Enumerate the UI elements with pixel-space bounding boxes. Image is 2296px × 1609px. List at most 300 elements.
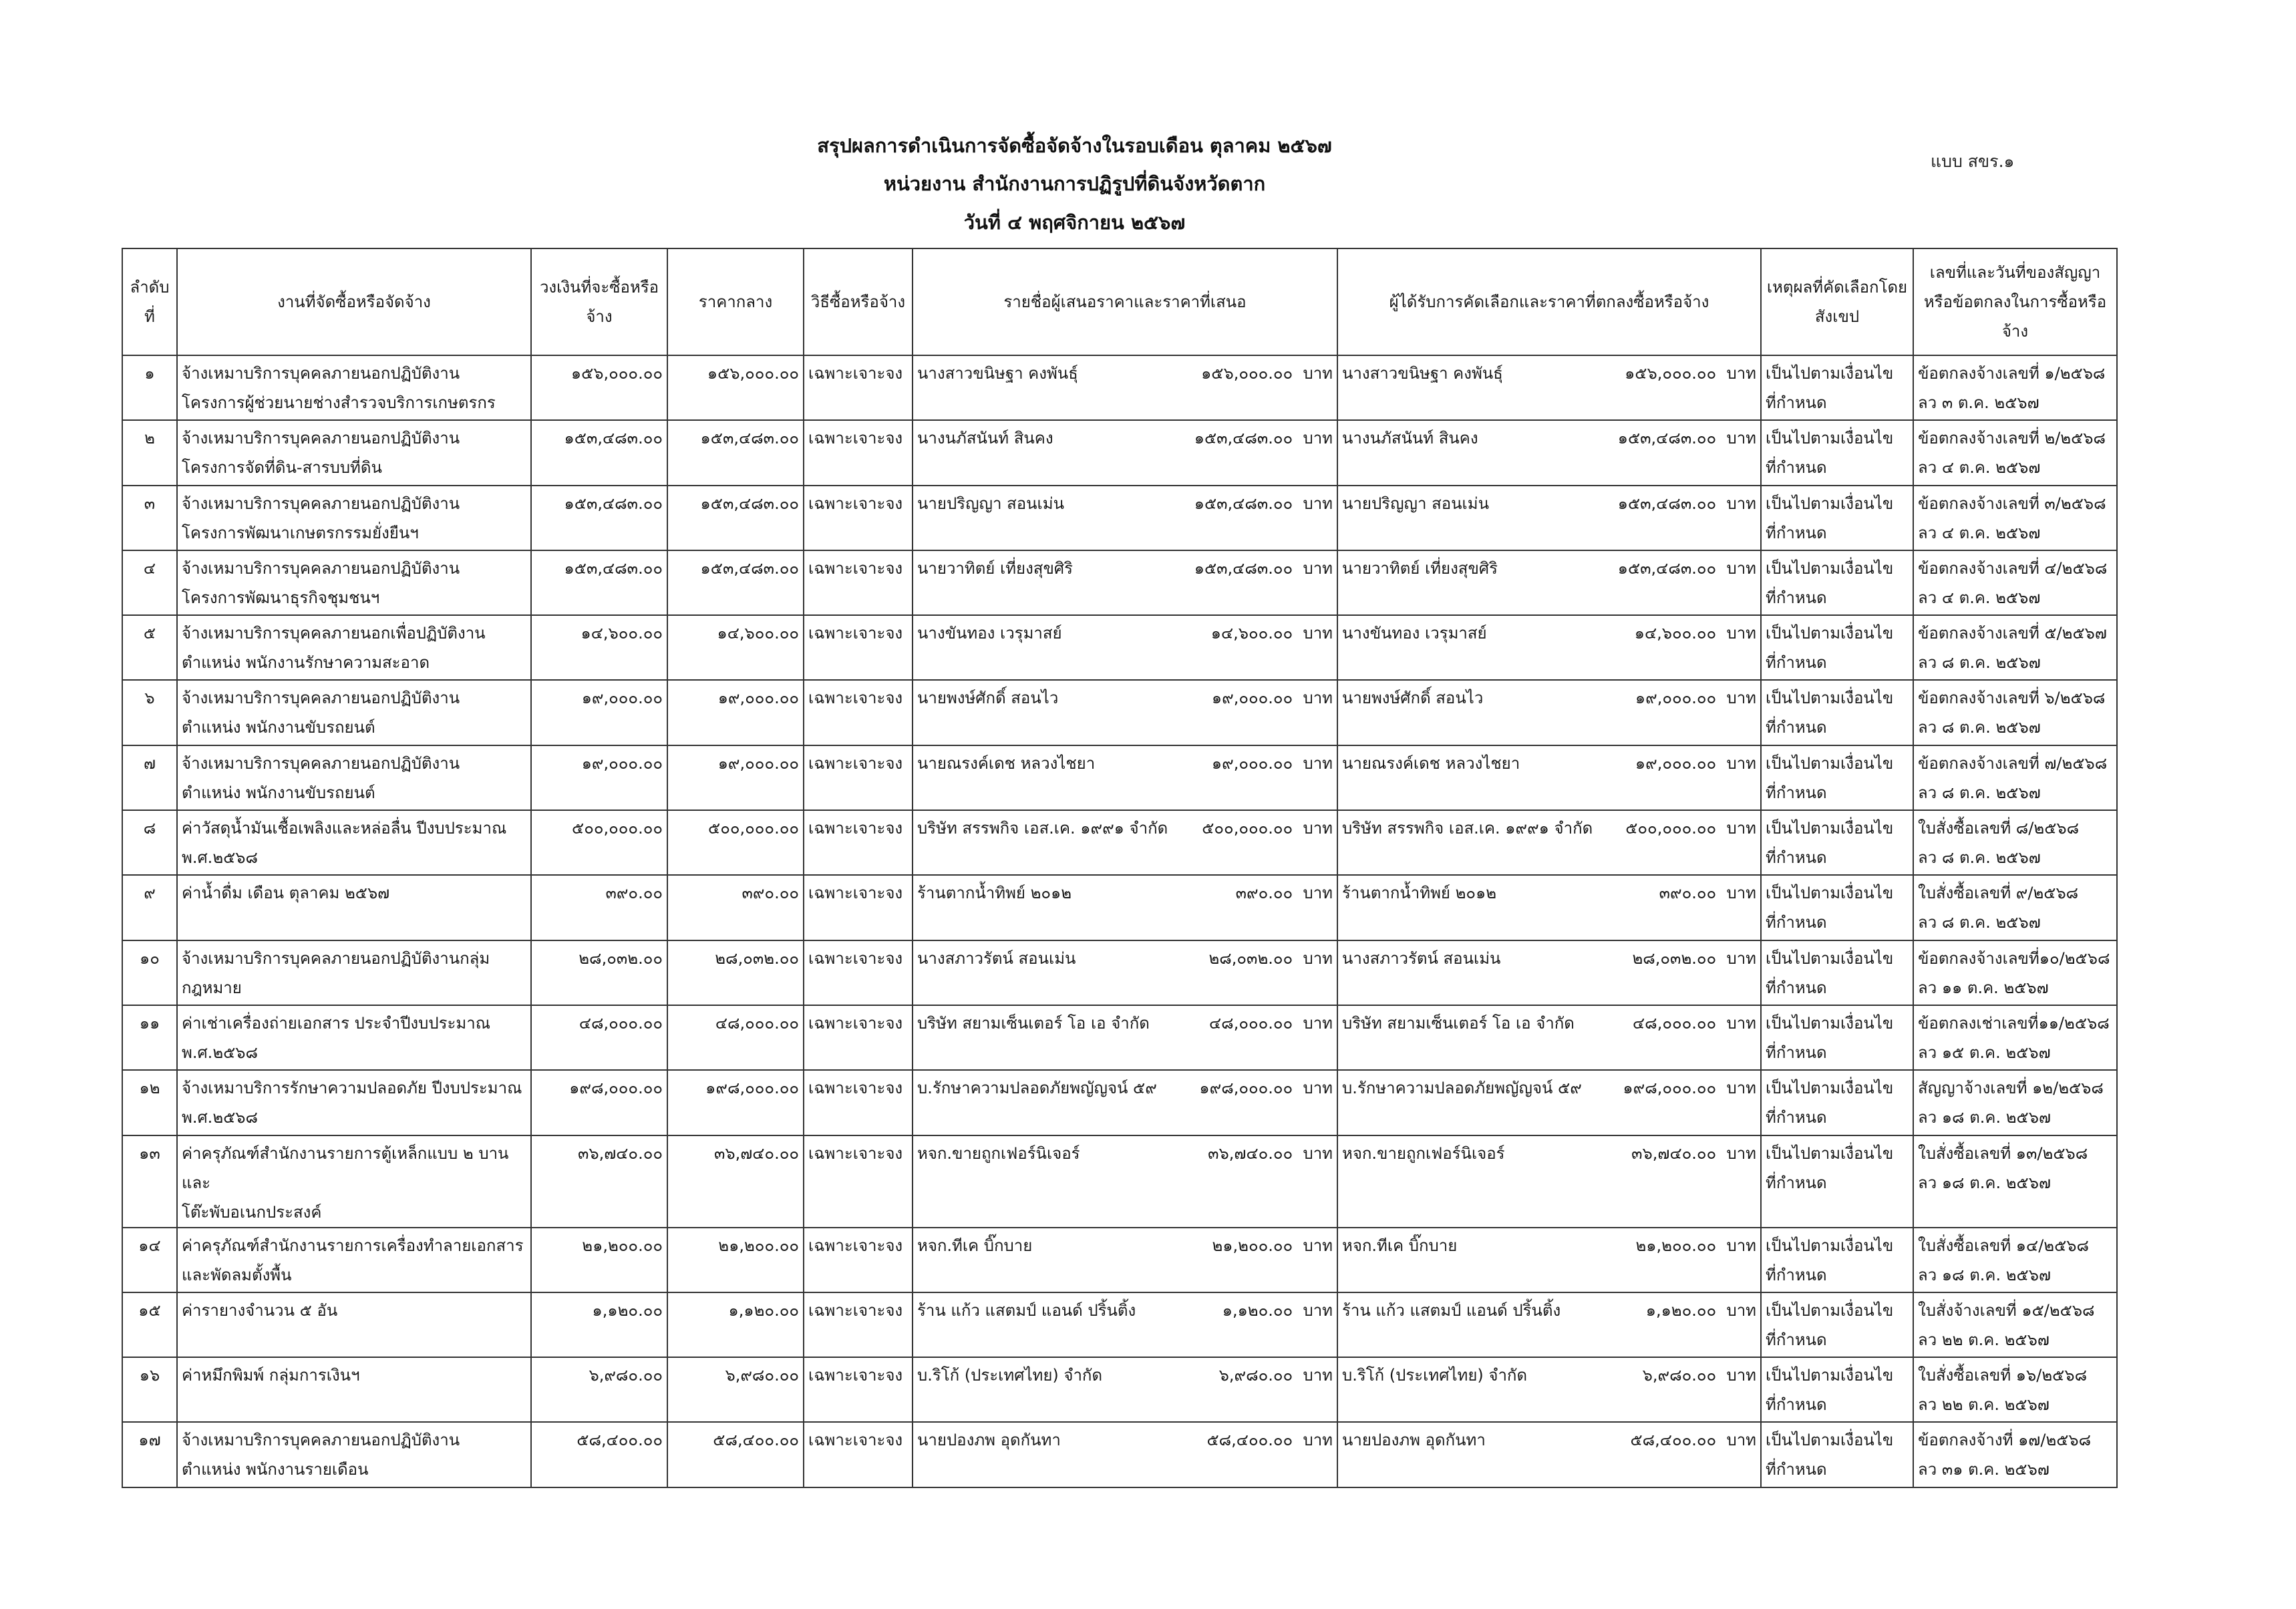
contract-line-2: ลว ๑๘ ต.ค. ๒๕๖๗ bbox=[1918, 1265, 2051, 1284]
bidder-cell bbox=[913, 615, 1337, 680]
reason-cell bbox=[1761, 550, 1913, 615]
reason-line-2: ที่กำหนด bbox=[1766, 1043, 1827, 1062]
bid-price: ๔๘,๐๐๐.๐๐ bbox=[1209, 1013, 1293, 1033]
currency-unit: บาท bbox=[1303, 1431, 1333, 1450]
winner-name: ร้านตากน้ำทิพย์ ๒๐๑๒ bbox=[1342, 884, 1497, 903]
reason-cell bbox=[1761, 1135, 1913, 1228]
item-line-2: โครงการผู้ช่วยนายช่างสำรวจบริการเกษตรกร bbox=[182, 393, 496, 412]
reason-line-1: เป็นไปตามเงื่อนไข bbox=[1766, 1143, 1894, 1163]
item-cell bbox=[177, 486, 531, 550]
item-line-1: ค่าน้ำดื่ม เดือน ตุลาคม ๒๕๖๗ bbox=[182, 884, 390, 903]
procurement-method: เฉพาะเจาะจง bbox=[804, 1357, 913, 1422]
bidder-cell bbox=[913, 420, 1337, 485]
winner-name: นายพงษ์ศักดิ์ สอนไว bbox=[1342, 689, 1484, 708]
reason-line-1: เป็นไปตามเงื่อนไข bbox=[1766, 948, 1894, 968]
item-line-2: และพัดลมตั้งพื้น bbox=[182, 1265, 292, 1284]
table-row bbox=[122, 420, 2117, 485]
bid-price: ๖,๙๘๐.๐๐ bbox=[1218, 1366, 1293, 1385]
item-cell bbox=[177, 1228, 531, 1292]
col-header-reason: เหตุผลที่คัดเลือกโดยสังเขป bbox=[1761, 248, 1913, 355]
col-header-item: งานที่จัดซื้อหรือจัดจ้าง bbox=[177, 248, 531, 355]
reason-cell bbox=[1761, 1228, 1913, 1292]
bidder-cell bbox=[913, 1422, 1337, 1487]
item-line-1: จ้างเหมาบริการบุคคลภายนอกปฏิบัติงาน bbox=[182, 558, 460, 578]
median-price-value: ๑๕๓,๔๘๓.๐๐ bbox=[667, 550, 804, 615]
contract-line-1: ข้อตกลงจ้างเลขที่ ๓/๒๕๖๘ bbox=[1918, 494, 2106, 513]
bidder-name: บ.ริโก้ (ประเทศไทย) จำกัด bbox=[917, 1366, 1103, 1385]
agreed-price: ๑,๑๒๐.๐๐ bbox=[1645, 1300, 1717, 1320]
winner-cell bbox=[1337, 1422, 1761, 1487]
winner-cell bbox=[1337, 355, 1761, 420]
currency-unit: บาท bbox=[1726, 753, 1756, 773]
bidder-name: บริษัท สรรพกิจ เอส.เค. ๑๙๙๑ จำกัด bbox=[917, 819, 1168, 838]
winner-cell bbox=[1337, 1070, 1761, 1135]
row-number: ๑๖ bbox=[122, 1357, 177, 1422]
currency-unit: บาท bbox=[1303, 948, 1333, 968]
reason-line-2: ที่กำหนด bbox=[1766, 913, 1827, 932]
bidder-name: นายณรงค์เดช หลวงไชยา bbox=[917, 753, 1096, 773]
budget-value: ๑,๑๒๐.๐๐ bbox=[531, 1292, 667, 1357]
item-line-2: กฎหมาย bbox=[182, 978, 242, 997]
currency-unit: บาท bbox=[1303, 1013, 1333, 1033]
reason-line-2: ที่กำหนด bbox=[1766, 393, 1827, 412]
contract-line-2: ลว ๒๒ ต.ค. ๒๕๖๗ bbox=[1918, 1395, 2049, 1415]
procurement-method: เฉพาะเจาะจง bbox=[804, 355, 913, 420]
row-number: ๑๒ bbox=[122, 1070, 177, 1135]
reason-cell bbox=[1761, 1292, 1913, 1357]
item-line-1: จ้างเหมาบริการบุคคลภายนอกปฏิบัติงาน bbox=[182, 689, 460, 708]
agreed-price: ๓๖,๗๔๐.๐๐ bbox=[1631, 1143, 1717, 1163]
item-cell bbox=[177, 1292, 531, 1357]
table-row bbox=[122, 1135, 2117, 1228]
median-price-value: ๒๘,๐๓๒.๐๐ bbox=[667, 940, 804, 1005]
bid-price: ๑๙,๐๐๐.๐๐ bbox=[1211, 689, 1293, 708]
reason-line-2: ที่กำหนด bbox=[1766, 978, 1827, 997]
col-header-bidders: รายชื่อผู้เสนอราคาและราคาที่เสนอ bbox=[913, 248, 1337, 355]
row-number: ๓ bbox=[122, 486, 177, 550]
procurement-method: เฉพาะเจาะจง bbox=[804, 1135, 913, 1228]
table-row bbox=[122, 1292, 2117, 1357]
item-line-1: จ้างเหมาบริการบุคคลภายนอกปฏิบัติงาน bbox=[182, 364, 460, 383]
currency-unit: บาท bbox=[1726, 689, 1756, 708]
item-cell bbox=[177, 1070, 531, 1135]
bid-price: ๑๔,๖๐๐.๐๐ bbox=[1210, 624, 1293, 643]
col-header-median: ราคากลาง bbox=[667, 248, 804, 355]
item-line-1: ค่าเช่าเครื่องถ่ายเอกสาร ประจำปีงบประมาณ bbox=[182, 1013, 490, 1033]
reason-line-1: เป็นไปตามเงื่อนไข bbox=[1766, 1300, 1894, 1320]
contract-cell bbox=[1913, 810, 2117, 875]
contract-line-1: ข้อตกลงเช่าเลขที่๑๑/๒๕๖๘ bbox=[1918, 1013, 2110, 1033]
reason-line-1: เป็นไปตามเงื่อนไข bbox=[1766, 819, 1894, 838]
procurement-method: เฉพาะเจาะจง bbox=[804, 680, 913, 745]
agreed-price: ๖,๙๘๐.๐๐ bbox=[1642, 1366, 1717, 1385]
contract-line-1: ข้อตกลงจ้างเลขที่ ๕/๒๕๖๗ bbox=[1918, 624, 2107, 643]
reason-line-2: ที่กำหนด bbox=[1766, 1265, 1827, 1284]
row-number: ๑๗ bbox=[122, 1422, 177, 1487]
median-price-value: ๕๐๐,๐๐๐.๐๐ bbox=[667, 810, 804, 875]
winner-name: บริษัท สรรพกิจ เอส.เค. ๑๙๙๑ จำกัด bbox=[1342, 819, 1593, 838]
contract-line-2: ลว ๑๘ ต.ค. ๒๕๖๗ bbox=[1918, 1173, 2051, 1192]
item-cell bbox=[177, 1135, 531, 1228]
bidder-cell bbox=[913, 1135, 1337, 1228]
contract-cell bbox=[1913, 940, 2117, 1005]
agreed-price: ๑๕๓,๔๘๓.๐๐ bbox=[1617, 494, 1717, 513]
bid-price: ๒๑,๒๐๐.๐๐ bbox=[1212, 1236, 1293, 1255]
currency-unit: บาท bbox=[1303, 624, 1333, 643]
bidder-name: นายปริญญา สอนเม่น bbox=[917, 494, 1064, 513]
table-row bbox=[122, 940, 2117, 1005]
agreed-price: ๑๕๓,๔๘๓.๐๐ bbox=[1617, 429, 1717, 448]
item-cell bbox=[177, 1422, 531, 1487]
bid-price: ๑๕๖,๐๐๐.๐๐ bbox=[1201, 364, 1293, 383]
winner-name: หจก.ทีเค บิ๊กบาย bbox=[1342, 1236, 1458, 1255]
item-cell bbox=[177, 940, 531, 1005]
winner-name: นางสาวขนิษฐา คงพันธุ์ bbox=[1342, 364, 1503, 383]
item-line-1: จ้างเหมาบริการบุคคลภายนอกปฏิบัติงาน bbox=[182, 429, 460, 448]
table-row bbox=[122, 810, 2117, 875]
contract-cell bbox=[1913, 486, 2117, 550]
reason-line-1: เป็นไปตามเงื่อนไข bbox=[1766, 364, 1894, 383]
item-line-2: โครงการพัฒนาเกษตรกรรมยั่งยืนฯ bbox=[182, 523, 419, 542]
reason-line-1: เป็นไปตามเงื่อนไข bbox=[1766, 884, 1894, 903]
contract-cell bbox=[1913, 1228, 2117, 1292]
item-line-2: โต๊ะพับอเนกประสงค์ bbox=[182, 1202, 322, 1222]
contract-line-2: ลว ๘ ต.ค. ๒๕๖๗ bbox=[1918, 653, 2041, 673]
reason-line-2: ที่กำหนด bbox=[1766, 523, 1827, 542]
item-line-2: ตำแหน่ง พนักงานรักษาความสะอาด bbox=[182, 653, 430, 673]
contract-line-2: ลว ๔ ต.ค. ๒๕๖๗ bbox=[1918, 458, 2041, 478]
currency-unit: บาท bbox=[1303, 429, 1333, 448]
agreed-price: ๑๔,๖๐๐.๐๐ bbox=[1634, 624, 1717, 643]
col-header-winner: ผู้ได้รับการคัดเลือกและราคาที่ตกลงซื้อหรือจ้าง bbox=[1337, 248, 1761, 355]
contract-line-1: ใบสั่งซื้อเลขที่ ๘/๒๕๖๘ bbox=[1918, 819, 2080, 838]
bid-price: ๑๕๓,๔๘๓.๐๐ bbox=[1194, 558, 1293, 578]
winner-cell bbox=[1337, 615, 1761, 680]
reason-cell bbox=[1761, 680, 1913, 745]
reason-line-2: ที่กำหนด bbox=[1766, 848, 1827, 868]
bidder-name: นายปองภพ อุดกันทา bbox=[917, 1431, 1061, 1450]
col-header-method: วิธีซื้อหรือจ้าง bbox=[804, 248, 913, 355]
winner-cell bbox=[1337, 1005, 1761, 1070]
agreed-price: ๑๙,๐๐๐.๐๐ bbox=[1635, 689, 1717, 708]
agency-name: หน่วยงาน สำนักงานการปฏิรูปที่ดินจังหวัดตาก bbox=[883, 172, 1266, 195]
winner-name: บ.ริโก้ (ประเทศไทย) จำกัด bbox=[1342, 1366, 1528, 1385]
bid-price: ๑๕๓,๔๘๓.๐๐ bbox=[1194, 494, 1293, 513]
bid-price: ๓๙๐.๐๐ bbox=[1235, 884, 1293, 903]
procurement-method: เฉพาะเจาะจง bbox=[804, 1228, 913, 1292]
contract-cell bbox=[1913, 1292, 2117, 1357]
winner-cell bbox=[1337, 680, 1761, 745]
median-price-value: ๑๕๓,๔๘๓.๐๐ bbox=[667, 420, 804, 485]
budget-value: ๕๘,๔๐๐.๐๐ bbox=[531, 1422, 667, 1487]
contract-cell bbox=[1913, 420, 2117, 485]
budget-value: ๕๐๐,๐๐๐.๐๐ bbox=[531, 810, 667, 875]
procurement-method: เฉพาะเจาะจง bbox=[804, 1422, 913, 1487]
winner-name: นายณรงค์เดช หลวงไชยา bbox=[1342, 753, 1520, 773]
winner-cell bbox=[1337, 1357, 1761, 1422]
reason-line-1: เป็นไปตามเงื่อนไข bbox=[1766, 753, 1894, 773]
reason-line-2: ที่กำหนด bbox=[1766, 1460, 1827, 1479]
currency-unit: บาท bbox=[1303, 884, 1333, 903]
item-cell bbox=[177, 680, 531, 745]
bidder-name: หจก.ขายถูกเฟอร์นิเจอร์ bbox=[917, 1143, 1080, 1163]
currency-unit: บาท bbox=[1726, 1366, 1756, 1385]
currency-unit: บาท bbox=[1303, 1300, 1333, 1320]
form-code: แบบ สขร.๑ bbox=[1931, 152, 2015, 171]
median-price-value: ๒๑,๒๐๐.๐๐ bbox=[667, 1228, 804, 1292]
median-price-value: ๓๙๐.๐๐ bbox=[667, 875, 804, 940]
item-line-2: โครงการจัดที่ดิน-สารบบที่ดิน bbox=[182, 458, 382, 478]
contract-cell bbox=[1913, 550, 2117, 615]
contract-line-2: ลว ๓ ต.ค. ๒๕๖๗ bbox=[1918, 393, 2039, 412]
contract-cell bbox=[1913, 1070, 2117, 1135]
currency-unit: บาท bbox=[1726, 1236, 1756, 1255]
winner-cell bbox=[1337, 486, 1761, 550]
procurement-table bbox=[122, 248, 2118, 1488]
contract-cell bbox=[1913, 1135, 2117, 1228]
contract-line-2: ลว ๑๕ ต.ค. ๒๕๖๗ bbox=[1918, 1043, 2051, 1062]
winner-cell bbox=[1337, 550, 1761, 615]
reason-line-1: เป็นไปตามเงื่อนไข bbox=[1766, 1366, 1894, 1385]
reason-cell bbox=[1761, 615, 1913, 680]
median-price-value: ๑๔,๖๐๐.๐๐ bbox=[667, 615, 804, 680]
winner-cell bbox=[1337, 745, 1761, 810]
currency-unit: บาท bbox=[1303, 1236, 1333, 1255]
winner-cell bbox=[1337, 1135, 1761, 1228]
contract-line-1: ใบสั่งซื้อเลขที่ ๑๔/๒๕๖๘ bbox=[1918, 1236, 2090, 1255]
currency-unit: บาท bbox=[1303, 753, 1333, 773]
bid-price: ๕๐๐,๐๐๐.๐๐ bbox=[1202, 819, 1293, 838]
currency-unit: บาท bbox=[1726, 494, 1756, 513]
table-row bbox=[122, 486, 2117, 550]
reason-line-1: เป็นไปตามเงื่อนไข bbox=[1766, 429, 1894, 448]
contract-cell bbox=[1913, 1422, 2117, 1487]
currency-unit: บาท bbox=[1726, 1143, 1756, 1163]
currency-unit: บาท bbox=[1726, 1300, 1756, 1320]
procurement-method: เฉพาะเจาะจง bbox=[804, 1005, 913, 1070]
reason-cell bbox=[1761, 745, 1913, 810]
median-price-value: ๑๙,๐๐๐.๐๐ bbox=[667, 680, 804, 745]
budget-value: ๑๔,๖๐๐.๐๐ bbox=[531, 615, 667, 680]
median-price-value: ๑๙,๐๐๐.๐๐ bbox=[667, 745, 804, 810]
winner-cell bbox=[1337, 810, 1761, 875]
col-header-contract: เลขที่และวันที่ของสัญญาหรือข้อตกลงในการซื้อหรือจ้าง bbox=[1913, 248, 2117, 355]
table-row bbox=[122, 1422, 2117, 1487]
row-number: ๗ bbox=[122, 745, 177, 810]
contract-line-1: ข้อตกลงจ้างเลขที่ ๖/๒๕๖๘ bbox=[1918, 689, 2106, 708]
row-number: ๑๕ bbox=[122, 1292, 177, 1357]
table-row bbox=[122, 615, 2117, 680]
currency-unit: บาท bbox=[1303, 819, 1333, 838]
winner-name: นางขันทอง เวรุมาสย์ bbox=[1342, 624, 1487, 643]
agreed-price: ๑๙๘,๐๐๐.๐๐ bbox=[1623, 1079, 1717, 1098]
table-row bbox=[122, 550, 2117, 615]
reason-line-2: ที่กำหนด bbox=[1766, 653, 1827, 673]
table-row bbox=[122, 355, 2117, 420]
currency-unit: บาท bbox=[1303, 1143, 1333, 1163]
item-cell bbox=[177, 615, 531, 680]
reason-line-1: เป็นไปตามเงื่อนไข bbox=[1766, 494, 1894, 513]
item-cell bbox=[177, 745, 531, 810]
median-price-value: ๑,๑๒๐.๐๐ bbox=[667, 1292, 804, 1357]
bidder-name: ร้าน แก้ว แสตมป์ แอนด์ ปริ้นติ้ง bbox=[917, 1300, 1136, 1320]
budget-value: ๓๖,๗๔๐.๐๐ bbox=[531, 1135, 667, 1228]
agreed-price: ๔๘,๐๐๐.๐๐ bbox=[1633, 1013, 1717, 1033]
reason-line-2: ที่กำหนด bbox=[1766, 1108, 1827, 1127]
reason-cell bbox=[1761, 1070, 1913, 1135]
agreed-price: ๕๐๐,๐๐๐.๐๐ bbox=[1625, 819, 1717, 838]
bidder-cell bbox=[913, 940, 1337, 1005]
bid-price: ๑๙,๐๐๐.๐๐ bbox=[1211, 753, 1293, 773]
winner-name: บริษัท สยามเซ็นเตอร์ โอ เอ จำกัด bbox=[1342, 1013, 1575, 1033]
bidder-cell bbox=[913, 745, 1337, 810]
contract-line-2: ลว ๑๘ ต.ค. ๒๕๖๗ bbox=[1918, 1108, 2051, 1127]
budget-value: ๔๘,๐๐๐.๐๐ bbox=[531, 1005, 667, 1070]
reason-cell bbox=[1761, 1005, 1913, 1070]
reason-cell bbox=[1761, 355, 1913, 420]
reason-line-2: ที่กำหนด bbox=[1766, 1395, 1827, 1415]
contract-cell bbox=[1913, 1357, 2117, 1422]
bidder-name: นายวาทิตย์ เที่ยงสุขศิริ bbox=[917, 558, 1073, 578]
item-line-2: ตำแหน่ง พนักงานขับรถยนต์ bbox=[182, 783, 375, 802]
bidder-cell bbox=[913, 1005, 1337, 1070]
winner-cell bbox=[1337, 1292, 1761, 1357]
reason-cell bbox=[1761, 486, 1913, 550]
item-cell bbox=[177, 420, 531, 485]
contract-cell bbox=[1913, 615, 2117, 680]
reason-line-2: ที่กำหนด bbox=[1766, 1330, 1827, 1349]
item-cell bbox=[177, 1357, 531, 1422]
bidder-name: นางสาวขนิษฐา คงพันธุ์ bbox=[917, 364, 1078, 383]
budget-value: ๑๕๓,๔๘๓.๐๐ bbox=[531, 420, 667, 485]
currency-unit: บาท bbox=[1303, 1079, 1333, 1098]
currency-unit: บาท bbox=[1303, 364, 1333, 383]
item-line-2: ตำแหน่ง พนักงานรายเดือน bbox=[182, 1460, 369, 1479]
item-line-1: ค่าครุภัณฑ์สำนักงานรายการตู้เหล็กแบบ ๒ บานและ bbox=[182, 1143, 509, 1192]
reason-cell bbox=[1761, 940, 1913, 1005]
budget-value: ๓๙๐.๐๐ bbox=[531, 875, 667, 940]
item-cell bbox=[177, 550, 531, 615]
bidder-name: นางสภาวรัตน์ สอนเม่น bbox=[917, 948, 1076, 968]
contract-cell bbox=[1913, 1005, 2117, 1070]
item-line-1: ค่าหมึกพิมพ์ กลุ่มการเงินฯ bbox=[182, 1366, 360, 1385]
currency-unit: บาท bbox=[1303, 689, 1333, 708]
winner-name: นางสภาวรัตน์ สอนเม่น bbox=[1342, 948, 1501, 968]
bidder-cell bbox=[913, 1357, 1337, 1422]
agreed-price: ๑๙,๐๐๐.๐๐ bbox=[1635, 753, 1717, 773]
bidder-name: บริษัท สยามเซ็นเตอร์ โอ เอ จำกัด bbox=[917, 1013, 1150, 1033]
contract-cell bbox=[1913, 875, 2117, 940]
currency-unit: บาท bbox=[1726, 1013, 1756, 1033]
row-number: ๕ bbox=[122, 615, 177, 680]
document-title: สรุปผลการดำเนินการจัดซื้อจัดจ้างในรอบเดือน ตุลาคม ๒๕๖๗ bbox=[817, 134, 1332, 157]
contract-cell bbox=[1913, 680, 2117, 745]
contract-line-1: ข้อตกลงจ้างเลขที่ ๒/๒๕๖๘ bbox=[1918, 429, 2106, 448]
contract-line-2: ลว ๔ ต.ค. ๒๕๖๗ bbox=[1918, 588, 2041, 607]
agreed-price: ๓๙๐.๐๐ bbox=[1659, 884, 1717, 903]
bid-price: ๓๖,๗๔๐.๐๐ bbox=[1208, 1143, 1293, 1163]
procurement-method: เฉพาะเจาะจง bbox=[804, 486, 913, 550]
row-number: ๖ bbox=[122, 680, 177, 745]
item-line-2: พ.ศ.๒๕๖๘ bbox=[182, 1108, 259, 1127]
agreed-price: ๒๑,๒๐๐.๐๐ bbox=[1635, 1236, 1717, 1255]
currency-unit: บาท bbox=[1303, 494, 1333, 513]
budget-value: ๑๕๓,๔๘๓.๐๐ bbox=[531, 486, 667, 550]
budget-value: ๒๘,๐๓๒.๐๐ bbox=[531, 940, 667, 1005]
bidder-name: นางนภัสนันท์ สินคง bbox=[917, 429, 1053, 448]
bidder-cell bbox=[913, 875, 1337, 940]
median-price-value: ๔๘,๐๐๐.๐๐ bbox=[667, 1005, 804, 1070]
contract-line-2: ลว ๒๒ ต.ค. ๒๕๖๗ bbox=[1918, 1330, 2049, 1349]
procurement-method: เฉพาะเจาะจง bbox=[804, 810, 913, 875]
median-price-value: ๕๘,๔๐๐.๐๐ bbox=[667, 1422, 804, 1487]
contract-line-2: ลว ๓๑ ต.ค. ๒๕๖๗ bbox=[1918, 1460, 2049, 1479]
winner-cell bbox=[1337, 420, 1761, 485]
bidder-cell bbox=[913, 486, 1337, 550]
winner-cell bbox=[1337, 1228, 1761, 1292]
agreed-price: ๑๕๖,๐๐๐.๐๐ bbox=[1625, 364, 1717, 383]
agreed-price: ๕๘,๔๐๐.๐๐ bbox=[1630, 1431, 1717, 1450]
bidder-name: หจก.ทีเค บิ๊กบาย bbox=[917, 1236, 1033, 1255]
contract-line-2: ลว ๘ ต.ค. ๒๕๖๗ bbox=[1918, 718, 2041, 737]
currency-unit: บาท bbox=[1726, 558, 1756, 578]
contract-line-2: ลว ๘ ต.ค. ๒๕๖๗ bbox=[1918, 913, 2041, 932]
item-cell bbox=[177, 1005, 531, 1070]
table-row bbox=[122, 745, 2117, 810]
item-line-1: ค่าครุภัณฑ์สำนักงานรายการเครื่องทำลายเอกสาร bbox=[182, 1236, 524, 1255]
col-header-budget: วงเงินที่จะซื้อหรือจ้าง bbox=[531, 248, 667, 355]
budget-value: ๖,๙๘๐.๐๐ bbox=[531, 1357, 667, 1422]
contract-line-2: ลว ๘ ต.ค. ๒๕๖๗ bbox=[1918, 783, 2041, 802]
item-line-2: พ.ศ.๒๕๖๘ bbox=[182, 1043, 259, 1062]
bidder-name: ร้านตากน้ำทิพย์ ๒๐๑๒ bbox=[917, 884, 1072, 903]
reason-line-2: ที่กำหนด bbox=[1766, 458, 1827, 478]
bid-price: ๑๙๘,๐๐๐.๐๐ bbox=[1199, 1079, 1293, 1098]
budget-value: ๑๙๘,๐๐๐.๐๐ bbox=[531, 1070, 667, 1135]
reason-line-2: ที่กำหนด bbox=[1766, 1173, 1827, 1192]
table-row bbox=[122, 1005, 2117, 1070]
median-price-value: ๑๙๘,๐๐๐.๐๐ bbox=[667, 1070, 804, 1135]
contract-cell bbox=[1913, 745, 2117, 810]
report-date: วันที่ ๔ พฤศจิกายน ๒๕๖๗ bbox=[963, 211, 1186, 234]
reason-cell bbox=[1761, 875, 1913, 940]
contract-line-1: สัญญาจ้างเลขที่ ๑๒/๒๕๖๘ bbox=[1918, 1079, 2104, 1098]
row-number: ๘ bbox=[122, 810, 177, 875]
table-row bbox=[122, 1357, 2117, 1422]
reason-line-1: เป็นไปตามเงื่อนไข bbox=[1766, 1431, 1894, 1450]
currency-unit: บาท bbox=[1726, 1431, 1756, 1450]
budget-value: ๒๑,๒๐๐.๐๐ bbox=[531, 1228, 667, 1292]
procurement-method: เฉพาะเจาะจง bbox=[804, 1070, 913, 1135]
contract-line-2: ลว ๔ ต.ค. ๒๕๖๗ bbox=[1918, 523, 2041, 542]
item-line-2: พ.ศ.๒๕๖๘ bbox=[182, 848, 259, 868]
item-cell bbox=[177, 355, 531, 420]
budget-value: ๑๕๖,๐๐๐.๐๐ bbox=[531, 355, 667, 420]
procurement-method: เฉพาะเจาะจง bbox=[804, 1292, 913, 1357]
table-row bbox=[122, 680, 2117, 745]
item-line-1: จ้างเหมาบริการบุคคลภายนอกปฏิบัติงาน bbox=[182, 1431, 460, 1450]
table-row bbox=[122, 1228, 2117, 1292]
contract-line-1: ใบสั่งซื้อเลขที่ ๑๖/๒๕๖๘ bbox=[1918, 1366, 2088, 1385]
bidder-cell bbox=[913, 810, 1337, 875]
median-price-value: ๖,๙๘๐.๐๐ bbox=[667, 1357, 804, 1422]
agreed-price: ๒๘,๐๓๒.๐๐ bbox=[1632, 948, 1717, 968]
table-header-row bbox=[122, 248, 2117, 355]
winner-name: นายปริญญา สอนเม่น bbox=[1342, 494, 1489, 513]
reason-line-1: เป็นไปตามเงื่อนไข bbox=[1766, 1013, 1894, 1033]
col-header-no: ลำดับที่ bbox=[122, 248, 177, 355]
row-number: ๑ bbox=[122, 355, 177, 420]
